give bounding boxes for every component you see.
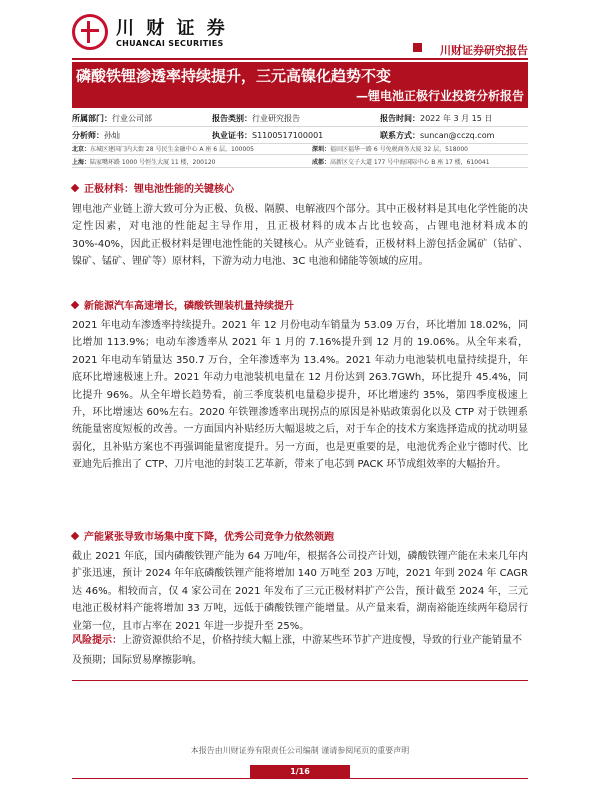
address-chengdu-value: 高新区交子大道 177 号中海国际中心 B 座 17 楼，610041	[330, 159, 490, 166]
logo-chinese-name: 川 财 证 券	[116, 18, 228, 39]
meta-analyst-value: 孙灿	[104, 131, 120, 140]
meta-cert	[212, 130, 323, 141]
report-title: 磷酸铁锂渗透率持续提升，三元高镍化趋势不变	[76, 67, 392, 85]
risk-label: 风险提示：	[72, 635, 122, 646]
address-chengdu-label: 成都：	[312, 159, 331, 166]
meta-cert-label: 执业证书：	[212, 131, 252, 140]
title-band	[72, 62, 528, 108]
address-shanghai-label: 上海：	[72, 159, 91, 166]
report-tag-square-icon	[413, 43, 422, 52]
header-divider	[72, 58, 528, 60]
address-shenzhen-label: 深圳：	[312, 146, 331, 153]
meta-time	[380, 113, 492, 124]
address-chengdu	[312, 157, 490, 166]
diamond-bullet-icon	[71, 532, 79, 540]
section-heading-ev-growth	[72, 297, 294, 312]
meta-type-label: 报告类别：	[212, 114, 252, 123]
risk-divider	[72, 680, 528, 681]
address-shenzhen	[312, 144, 468, 153]
meta-cert-value: S1100517100001	[252, 131, 324, 140]
meta-analyst	[72, 130, 120, 141]
chuancai-logo-icon	[72, 14, 108, 50]
meta-time-value: 2022 年 3 月 15 日	[420, 114, 493, 123]
meta-analyst-label: 分析师：	[72, 131, 104, 140]
page-header	[0, 0, 600, 62]
address-row	[72, 142, 528, 155]
meta-contact-label: 联系方式：	[380, 131, 420, 140]
meta-type	[212, 113, 300, 124]
address-shenzhen-value: 福田区福华一路 6 号免税商务大厦 32 层，518000	[330, 146, 469, 153]
footer-disclaimer: 本报告由川财证券有限责任公司编制 谨请参阅尾页的重要声明	[190, 746, 410, 755]
diamond-bullet-icon	[71, 301, 79, 309]
section-heading-text: 产能紧张导致市场集中度下降，优秀公司竞争力依然领跑	[84, 532, 334, 543]
report-tag: 川财证券研究报告	[440, 44, 528, 57]
report-meta-table	[72, 110, 528, 144]
section-paragraph-ev-growth: 2021 年电动车渗透率持续提升。2021 年 12 月份电动车销量为 53.09 万台，环比增加 18.02%，同比增加 113.9%；电动车渗透率从 2021 年 1 月的 7.16%提升到 12 月的 19.06%。从全年来看，2021 年电动车销量达 350.7 万台，全年渗透率为 13.4%。2021 年动力电池装机电量持续提升，年底环比增速极速上升。2021 年动力电池装机电量在 12 月份达到 263.7GWh，环比提升 45.4%，同比提升 96%。从全年增长趋势看，前三季度装机电量稳步提升，环比增速约 35%，第四季度极速上升，环比增速达 60%左右。2020 年铁锂渗透率出现拐点的原因是补贴政策弱化以及 CTP 对于铁锂系统能量密度短板的改善。一方面国内补贴经历大幅退坡之后，对于车企的技术方案选择造成的扰动明显弱化，且补贴方案也不再强调能量密度提升。另一方面，也是更重要的是，电池优秀企业宁德时代、比亚迪先后推出了 CTP、刀片电池的封装工艺革新，带来了电芯到 PACK 环节成组效率的大幅抬升。	[72, 320, 528, 471]
meta-dept	[72, 113, 152, 124]
meta-contact	[380, 130, 494, 141]
section-paragraph-capacity: 截止 2021 年底，国内磷酸铁锂产能为 64 万吨/年，根据各公司投产计划，磷酸铁锂产能在未来几年内扩张迅速，预计 2024 年年底磷酸铁锂产能将增加 140 万吨至 203 万吨，2021 年到 2024 年 CAGR 达 46%。相较而言，仅 4 家公司在 2021 年发布了三元正极材料扩产公告，预计截至 2024 年，三元电池正极材料产能将增加 33 万吨，远低于磷酸铁锂产能增量。从产量来看，湖南裕能连续两年稳居行业第一位，且市占率在 2021 年进一步提升至 25%。	[72, 551, 528, 632]
logo-english-name: CHUANCAI SECURITIES	[116, 39, 224, 48]
meta-time-label: 报告时间：	[380, 114, 420, 123]
section-paragraph-cathode: 锂电池产业链上游大致可分为正极、负极、隔膜、电解液四个部分。其中正极材料是其电化学性能的决定性因素，对电池的性能起主导作用，且正极材料的成本占比也较高，占锂电池材料成本的 30%-40%，因此正极材料是锂电池性能的关键核心。从产业链看，正极材料上游包括金属矿（钴矿、镍矿、锰矿、锂矿等）原材料，下游为动力电池、3C 电池和储能等领域的应用。	[72, 204, 528, 268]
footer-divider	[72, 778, 528, 779]
page-number: 1/16	[250, 765, 350, 778]
meta-dept-value: 行业公司部	[112, 114, 152, 123]
address-beijing-value: 东城区建国门内大街 28 号民生金融中心 A 座 6 层，100005	[90, 146, 254, 153]
risk-text: 上游资源供给不足，价格持续大幅上涨，中游某些环节扩产进度慢，导致的行业产能销量不及预期；国际贸易摩擦影响。	[72, 635, 522, 666]
meta-dept-label: 所属部门：	[72, 114, 112, 123]
address-shanghai	[72, 157, 215, 166]
section-heading-capacity	[72, 528, 334, 543]
section-heading-cathode	[72, 180, 234, 195]
report-subtitle: —锂电池正极行业投资分析报告	[355, 89, 524, 103]
address-beijing-label: 北京：	[72, 146, 91, 153]
meta-row	[72, 110, 528, 127]
office-addresses	[72, 142, 528, 168]
risk-warning	[72, 631, 528, 671]
section-heading-text: 正极材料：锂电池性能的关键核心	[84, 184, 234, 195]
diamond-bullet-icon	[71, 184, 79, 192]
address-shanghai-value: 陆家嘴环路 1000 号恒生大厦 11 楼，200120	[90, 159, 216, 166]
address-beijing	[72, 144, 254, 153]
address-row	[72, 155, 528, 168]
section-heading-text: 新能源汽车高速增长，磷酸铁锂装机量持续提升	[84, 301, 294, 312]
meta-type-value: 行业研究报告	[252, 114, 300, 123]
meta-contact-value: suncan@cczq.com	[420, 131, 495, 140]
